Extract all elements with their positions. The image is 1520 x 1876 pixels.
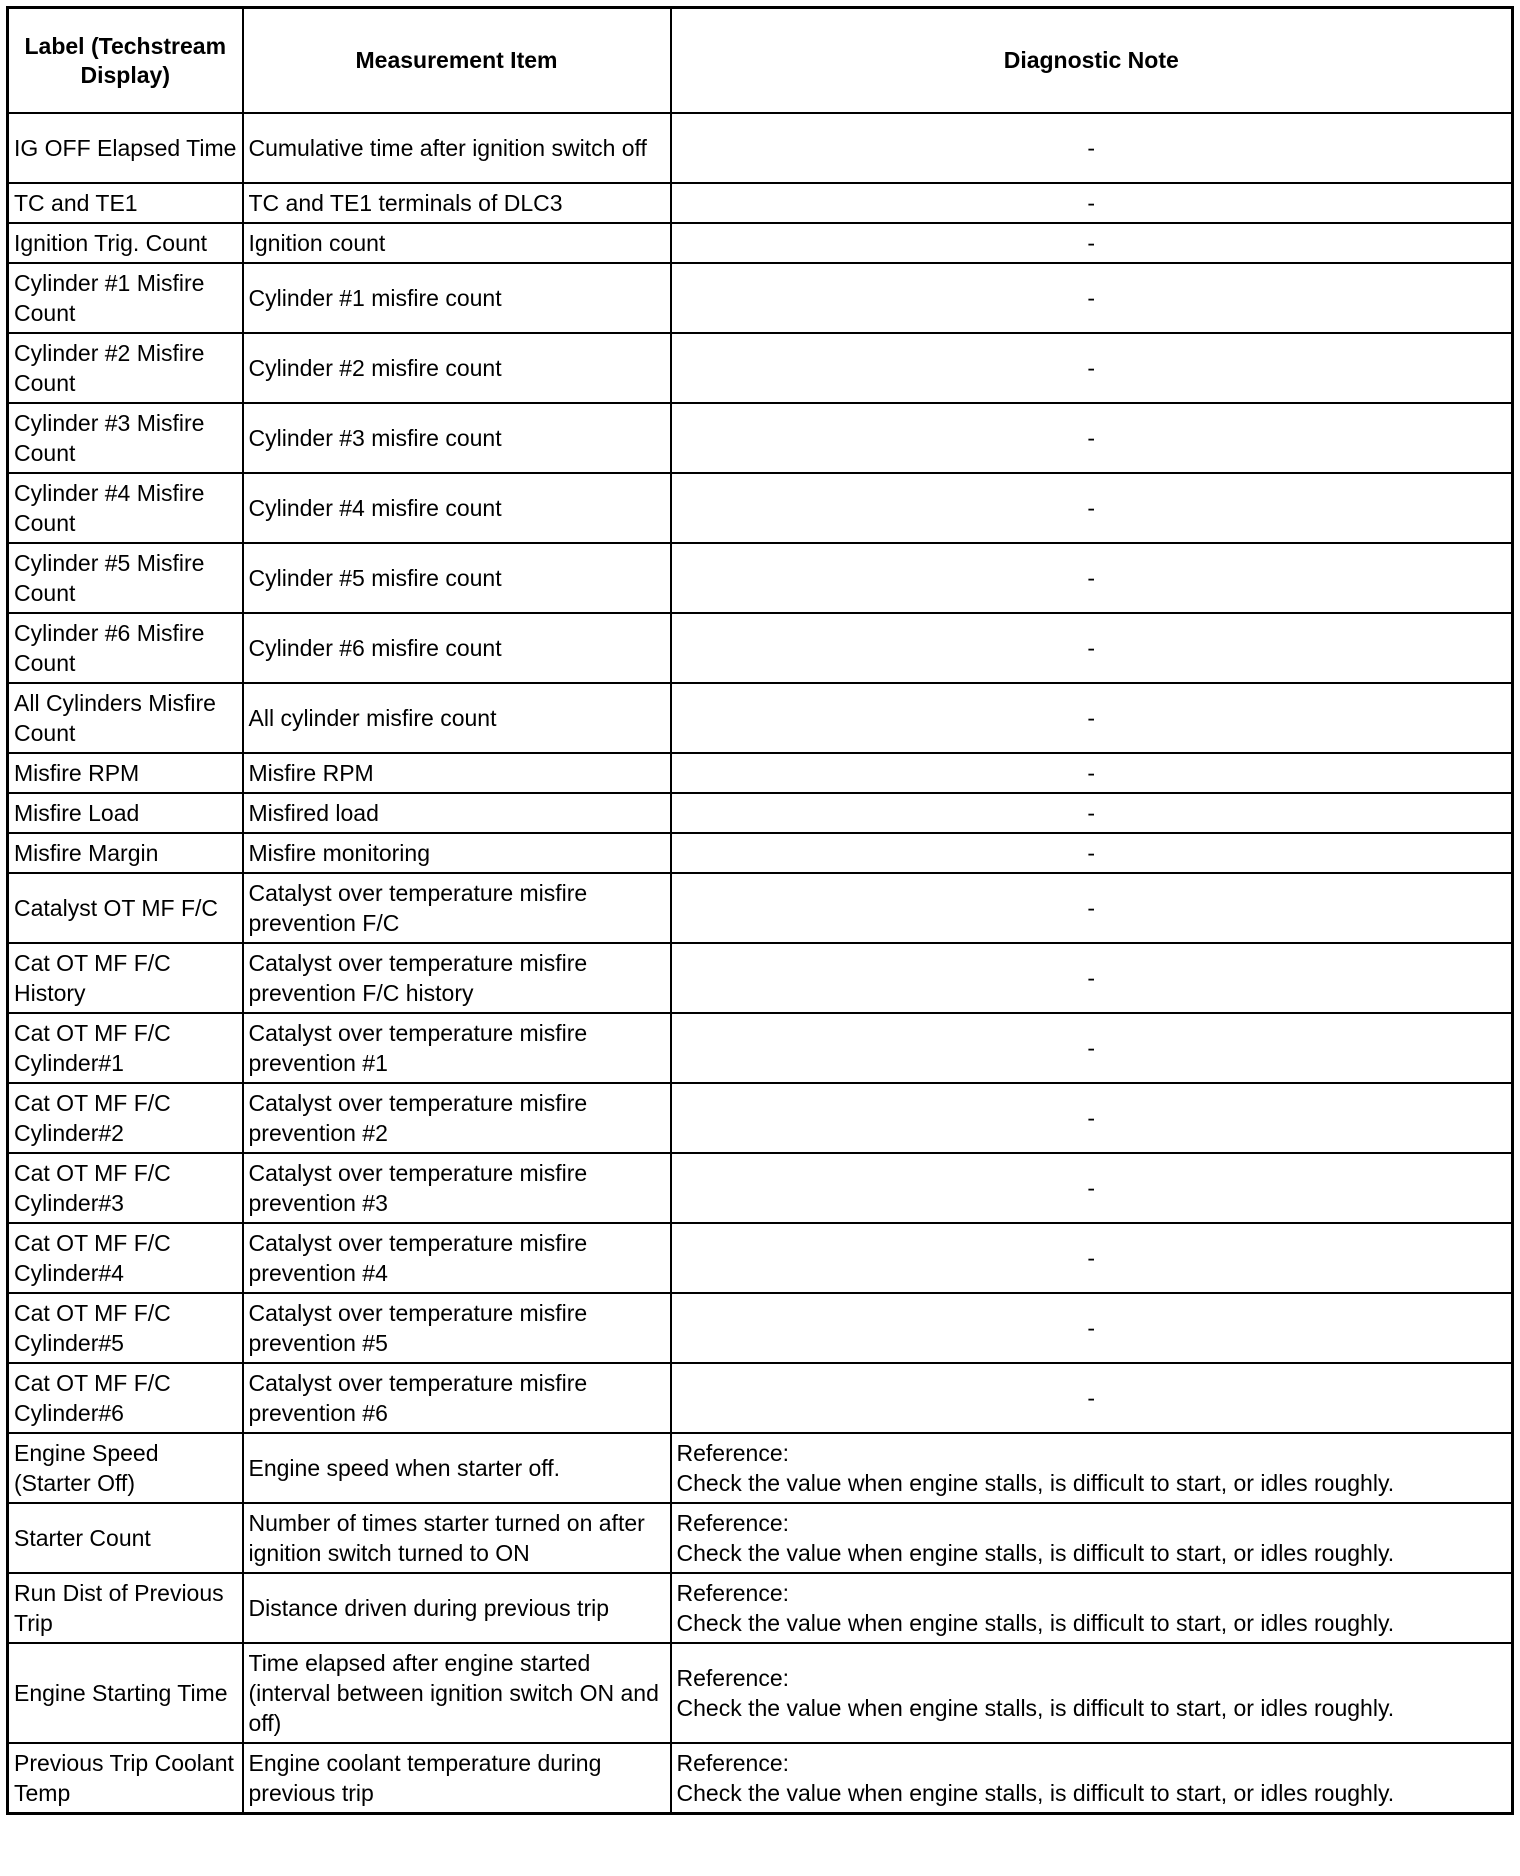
row-measurement-item: Misfired load	[243, 793, 671, 833]
note-reference-title: Reference:	[676, 1510, 790, 1536]
row-measurement-item: Catalyst over temperature misfire prevention #6	[243, 1363, 671, 1433]
row-measurement-item: Ignition count	[243, 223, 671, 263]
row-diagnostic-note: -	[671, 543, 1513, 613]
row-measurement-item: All cylinder misfire count	[243, 683, 671, 753]
table-row	[8, 1743, 1513, 1814]
row-diagnostic-note: -	[671, 1293, 1513, 1363]
row-diagnostic-note: -	[671, 1223, 1513, 1293]
row-label: Cylinder #5 Misfire Count	[8, 543, 243, 613]
row-measurement-item: Catalyst over temperature misfire prevention #4	[243, 1223, 671, 1293]
data-list-sheet	[6, 6, 1511, 1815]
table-row	[8, 753, 1513, 793]
row-diagnostic-note: -	[671, 1083, 1513, 1153]
row-measurement-item: Engine coolant temperature during previous trip	[243, 1743, 671, 1814]
row-diagnostic-note: -	[671, 873, 1513, 943]
row-label: Run Dist of Previous Trip	[8, 1573, 243, 1643]
row-label: Cylinder #1 Misfire Count	[8, 263, 243, 333]
row-diagnostic-note: -	[671, 1363, 1513, 1433]
row-measurement-item: Misfire monitoring	[243, 833, 671, 873]
table-row	[8, 543, 1513, 613]
row-measurement-item: Cylinder #2 misfire count	[243, 333, 671, 403]
row-diagnostic-note	[671, 1743, 1513, 1814]
note-reference-text: Check the value when engine stalls, is difficult to start, or idles roughly.	[676, 1610, 1395, 1636]
row-diagnostic-note: -	[671, 683, 1513, 753]
row-measurement-item: Catalyst over temperature misfire prevention #3	[243, 1153, 671, 1223]
row-diagnostic-note: -	[671, 833, 1513, 873]
row-label: Cat OT MF F/C Cylinder#5	[8, 1293, 243, 1363]
table-row	[8, 183, 1513, 223]
row-label: Cat OT MF F/C Cylinder#6	[8, 1363, 243, 1433]
table-row	[8, 1433, 1513, 1503]
table-row	[8, 943, 1513, 1013]
row-measurement-item: Cylinder #3 misfire count	[243, 403, 671, 473]
row-diagnostic-note: -	[671, 1013, 1513, 1083]
header-diagnostic-note: Diagnostic Note	[671, 8, 1513, 114]
row-label: Cat OT MF F/C Cylinder#1	[8, 1013, 243, 1083]
row-diagnostic-note: -	[671, 943, 1513, 1013]
note-reference-title: Reference:	[676, 1750, 790, 1776]
table-row	[8, 833, 1513, 873]
row-label: Cat OT MF F/C Cylinder#2	[8, 1083, 243, 1153]
row-label: IG OFF Elapsed Time	[8, 113, 243, 183]
note-reference-title: Reference:	[676, 1580, 790, 1606]
row-label: Engine Starting Time	[8, 1643, 243, 1743]
table-row	[8, 1223, 1513, 1293]
header-label: Label (Techstream Display)	[8, 8, 243, 114]
note-reference-text: Check the value when engine stalls, is difficult to start, or idles roughly.	[676, 1780, 1395, 1806]
row-diagnostic-note: -	[671, 183, 1513, 223]
table-row	[8, 113, 1513, 183]
table-row	[8, 1153, 1513, 1223]
row-diagnostic-note: -	[671, 403, 1513, 473]
row-label: Catalyst OT MF F/C	[8, 873, 243, 943]
table-row	[8, 1293, 1513, 1363]
row-measurement-item: Cumulative time after ignition switch off	[243, 113, 671, 183]
row-measurement-item: Cylinder #6 misfire count	[243, 613, 671, 683]
table-row	[8, 333, 1513, 403]
row-measurement-item: Catalyst over temperature misfire prevention #2	[243, 1083, 671, 1153]
data-list-table	[6, 6, 1514, 1815]
table-row	[8, 1083, 1513, 1153]
table-row	[8, 1013, 1513, 1083]
row-measurement-item: Distance driven during previous trip	[243, 1573, 671, 1643]
header-measurement-item: Measurement Item	[243, 8, 671, 114]
table-row	[8, 1503, 1513, 1573]
table-row	[8, 613, 1513, 683]
row-label: Ignition Trig. Count	[8, 223, 243, 263]
table-row	[8, 1573, 1513, 1643]
row-diagnostic-note: -	[671, 1153, 1513, 1223]
note-reference-text: Check the value when engine stalls, is difficult to start, or idles roughly.	[676, 1470, 1395, 1496]
table-row	[8, 473, 1513, 543]
row-label: Previous Trip Coolant Temp	[8, 1743, 243, 1814]
row-measurement-item: Cylinder #5 misfire count	[243, 543, 671, 613]
row-label: All Cylinders Misfire Count	[8, 683, 243, 753]
row-diagnostic-note: -	[671, 333, 1513, 403]
row-diagnostic-note: -	[671, 113, 1513, 183]
table-row	[8, 223, 1513, 263]
row-label: Cat OT MF F/C History	[8, 943, 243, 1013]
row-diagnostic-note: -	[671, 223, 1513, 263]
table-row	[8, 263, 1513, 333]
row-label: Cylinder #6 Misfire Count	[8, 613, 243, 683]
note-reference-title: Reference:	[676, 1665, 790, 1691]
row-measurement-item: TC and TE1 terminals of DLC3	[243, 183, 671, 223]
row-measurement-item: Cylinder #4 misfire count	[243, 473, 671, 543]
table-row	[8, 683, 1513, 753]
row-label: TC and TE1	[8, 183, 243, 223]
row-measurement-item: Catalyst over temperature misfire prevention F/C	[243, 873, 671, 943]
row-label: Cylinder #2 Misfire Count	[8, 333, 243, 403]
table-row	[8, 403, 1513, 473]
row-label: Misfire Margin	[8, 833, 243, 873]
row-label: Starter Count	[8, 1503, 243, 1573]
row-label: Misfire Load	[8, 793, 243, 833]
row-label: Engine Speed (Starter Off)	[8, 1433, 243, 1503]
row-diagnostic-note	[671, 1643, 1513, 1743]
row-label: Misfire RPM	[8, 753, 243, 793]
row-measurement-item: Misfire RPM	[243, 753, 671, 793]
table-row	[8, 1643, 1513, 1743]
row-measurement-item: Time elapsed after engine started (interval between ignition switch ON and off)	[243, 1643, 671, 1743]
row-label: Cylinder #4 Misfire Count	[8, 473, 243, 543]
note-reference-text: Check the value when engine stalls, is difficult to start, or idles roughly.	[676, 1695, 1395, 1721]
table-row	[8, 793, 1513, 833]
table-row	[8, 873, 1513, 943]
row-measurement-item: Engine speed when starter off.	[243, 1433, 671, 1503]
header-row	[8, 8, 1513, 114]
row-measurement-item: Cylinder #1 misfire count	[243, 263, 671, 333]
row-diagnostic-note	[671, 1503, 1513, 1573]
row-measurement-item: Catalyst over temperature misfire prevention F/C history	[243, 943, 671, 1013]
row-diagnostic-note	[671, 1573, 1513, 1643]
row-diagnostic-note: -	[671, 793, 1513, 833]
row-label: Cylinder #3 Misfire Count	[8, 403, 243, 473]
row-measurement-item: Catalyst over temperature misfire prevention #5	[243, 1293, 671, 1363]
row-label: Cat OT MF F/C Cylinder#4	[8, 1223, 243, 1293]
row-diagnostic-note: -	[671, 753, 1513, 793]
row-diagnostic-note: -	[671, 263, 1513, 333]
row-label: Cat OT MF F/C Cylinder#3	[8, 1153, 243, 1223]
note-reference-title: Reference:	[676, 1440, 790, 1466]
table-row	[8, 1363, 1513, 1433]
row-measurement-item: Number of times starter turned on after ignition switch turned to ON	[243, 1503, 671, 1573]
row-diagnostic-note	[671, 1433, 1513, 1503]
row-diagnostic-note: -	[671, 613, 1513, 683]
row-measurement-item: Catalyst over temperature misfire prevention #1	[243, 1013, 671, 1083]
note-reference-text: Check the value when engine stalls, is difficult to start, or idles roughly.	[676, 1540, 1395, 1566]
row-diagnostic-note: -	[671, 473, 1513, 543]
